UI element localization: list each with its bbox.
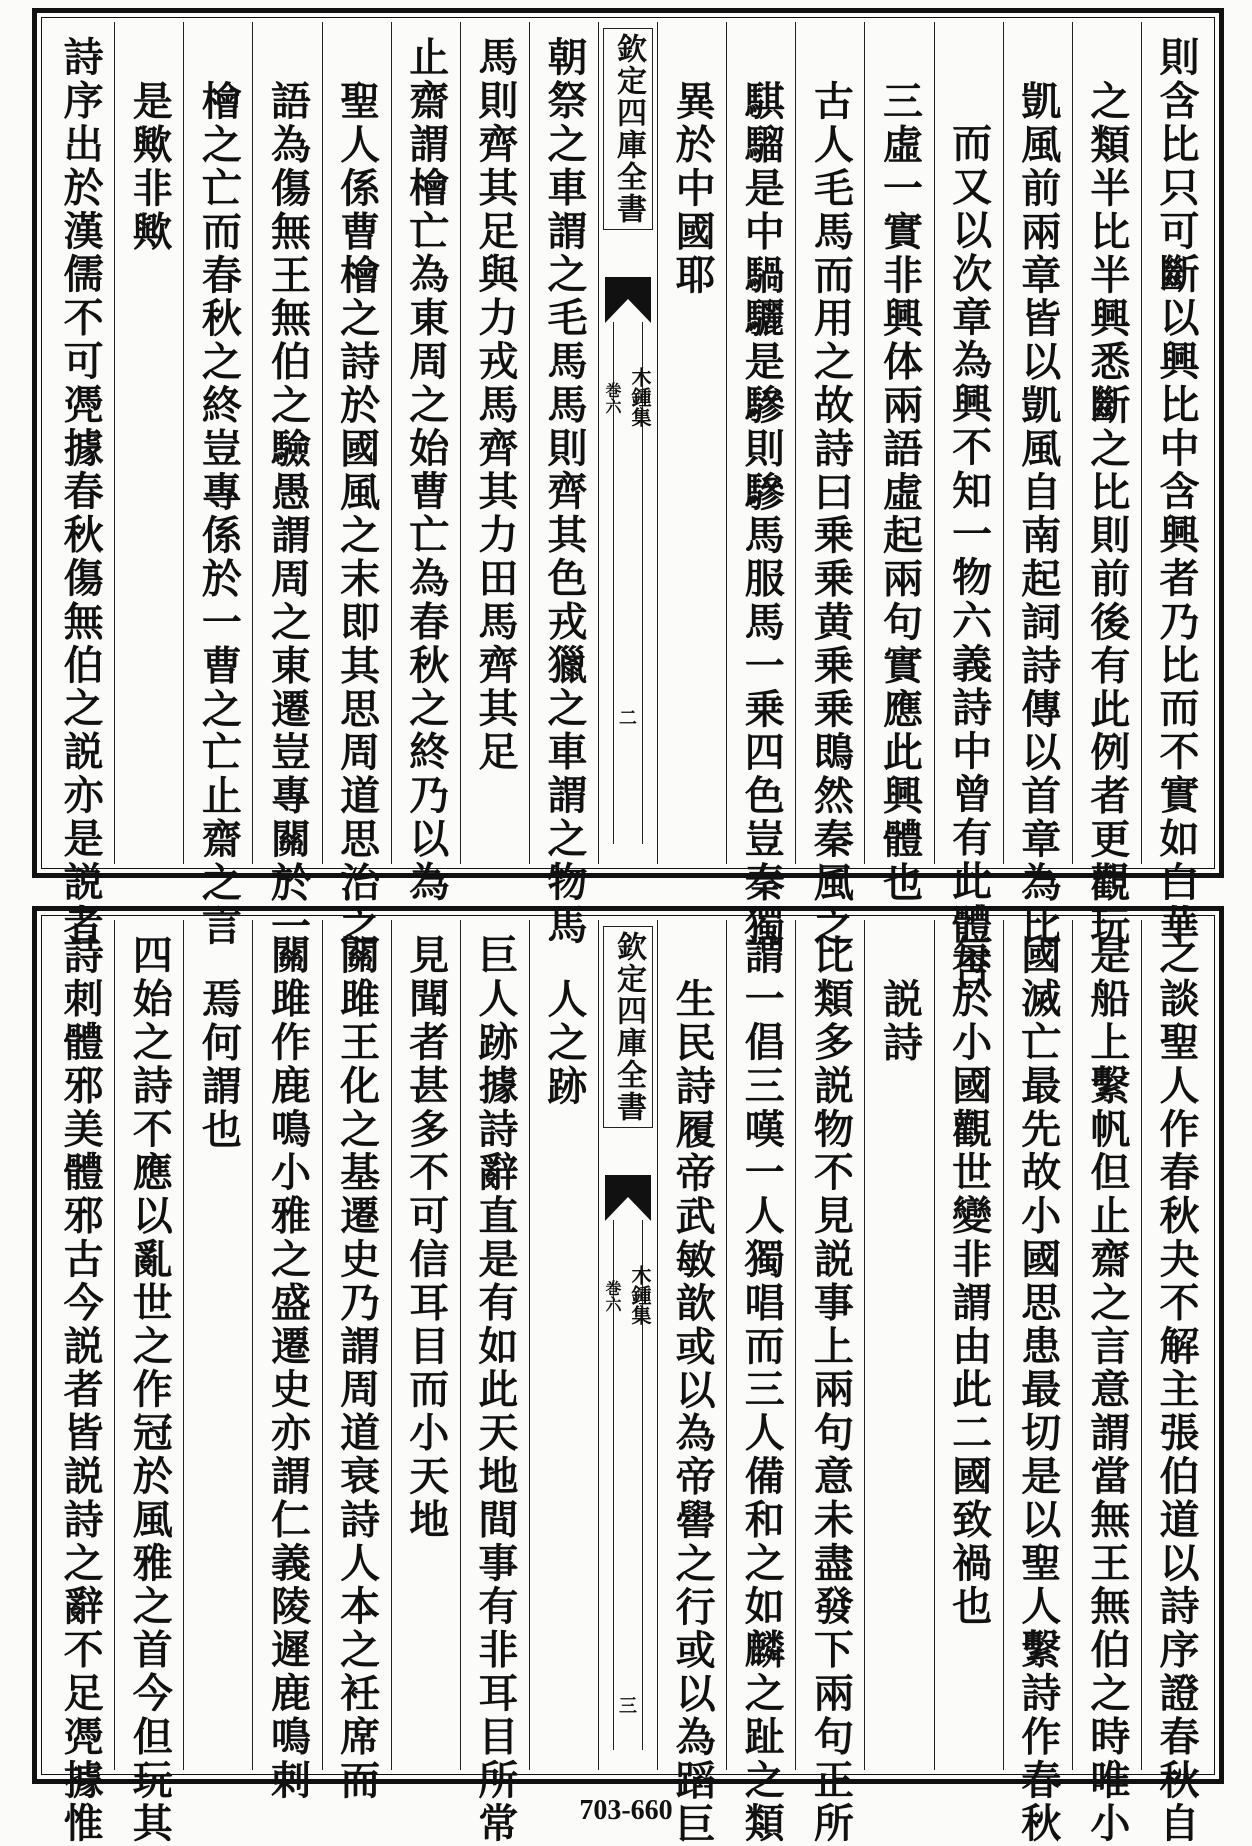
text-column: 三虛一實非興体兩語虛起兩句實應此興體也	[864, 22, 933, 864]
text-column: 巨人跡據詩辭直是有如此天地間事有非耳目所常	[460, 920, 529, 1770]
fishtail-mark-icon	[605, 1175, 651, 1221]
text-column: 生民詩履帝武敏歆或以為帝嚳之行或以為蹈巨	[657, 920, 726, 1770]
text-column: 語為傷無王無伯之驗愚謂周之東遷豈專關於一	[252, 22, 321, 864]
text-column: 謂一倡三嘆一人獨唱而三人備和之如麟之趾之類	[726, 920, 795, 1770]
text-column: 是歟非歟	[114, 22, 183, 864]
folio-number: 三	[619, 1690, 637, 1720]
text-column: 騏騮是中騧驪是驂則驂馬服馬一乗四色豈秦獨	[726, 22, 795, 864]
text-column: 古人毛馬而用之故詩曰乗乗黄乗乗鵖然秦風之	[795, 22, 864, 864]
text-column: 凱風前兩章皆以凱風自南起詞詩傳以首章為比	[1003, 22, 1072, 864]
text-column: 關雎王化之基遷史乃謂周道衰詩人本之衽席而	[322, 920, 391, 1770]
text-column: 止齋謂檜亡為東周之始曹亡為春秋之終乃以為	[391, 22, 460, 864]
text-column: 詩序出於漢儒不可凴據春秋傷無伯之説亦是説者	[57, 36, 105, 948]
text-column: 比類多説物不見説事上兩句意未盡發下兩句正所	[795, 920, 864, 1770]
center-gutter	[598, 22, 657, 864]
text-column: 檜之亡而春秋之終豈專係於一曹之亡止齋之言	[183, 22, 252, 864]
center-gutter	[598, 920, 657, 1770]
text-column: 則含比只可斷以興比中含興者乃比而不實如白華	[1141, 22, 1210, 864]
text-column: 四始之詩不應以亂世之作冠於風雅之首今但玩其	[114, 920, 183, 1770]
folio-number: 二	[619, 702, 637, 732]
upper-page-frame	[32, 8, 1224, 990]
fishtail-mark-icon	[605, 277, 651, 323]
book-title: 欽定四庫全書	[603, 926, 653, 1128]
upper-page-columns	[46, 22, 1210, 990]
text-column: 馬則齊其足與力戎馬齊其力田馬齊其足	[460, 22, 529, 864]
text-column: 每於小國觀世變非謂由此二國致禍也	[934, 920, 1003, 1770]
text-column: 朝祭之車謂之毛馬馬則齊其色戎獵之車謂之物馬	[529, 22, 598, 864]
volume-label: 巻六	[603, 382, 622, 414]
volume-label: 巻六	[603, 1280, 622, 1312]
book-title: 欽定四庫全書	[603, 28, 653, 230]
text-column: 焉何謂也	[183, 920, 252, 1770]
section-heading-column: 説詩	[864, 920, 933, 1770]
text-column: 是船上繫帆但止齋之言意謂當無王無伯之時唯小	[1072, 920, 1141, 1770]
text-column: 人之跡	[529, 920, 598, 1770]
text-column: 而又以次章為興不知一物六義詩中曾有此體否	[934, 22, 1003, 864]
collection-name: 木鍾集	[628, 1265, 652, 1325]
text-column: 之談聖人作春秋夬不解主張伯道以詩序證春秋自	[1141, 920, 1210, 1770]
text-column: 聖人係曹檜之詩於國風之末即其思周道思治之	[322, 22, 391, 864]
page-number: 703-660	[579, 1795, 673, 1826]
text-column: 詩刺體邪美體邪古今説者皆説詩之辭不足凴據惟	[57, 934, 105, 1846]
collection-name: 木鍾集	[628, 367, 652, 427]
text-column: 國滅亡最先故小國思患最切是以聖人繫詩作春秋	[1003, 920, 1072, 1770]
text-column: 之類半比半興悉斷之比則前後有此例者更觀玩	[1072, 22, 1141, 864]
text-column: 關雎作鹿鳴小雅之盛遷史亦謂仁義陵遲鹿鳴刺	[252, 920, 321, 1770]
text-column: 見聞者甚多不可信耳目而小天地	[391, 920, 460, 1770]
text-column: 異於中國耶	[657, 22, 726, 864]
